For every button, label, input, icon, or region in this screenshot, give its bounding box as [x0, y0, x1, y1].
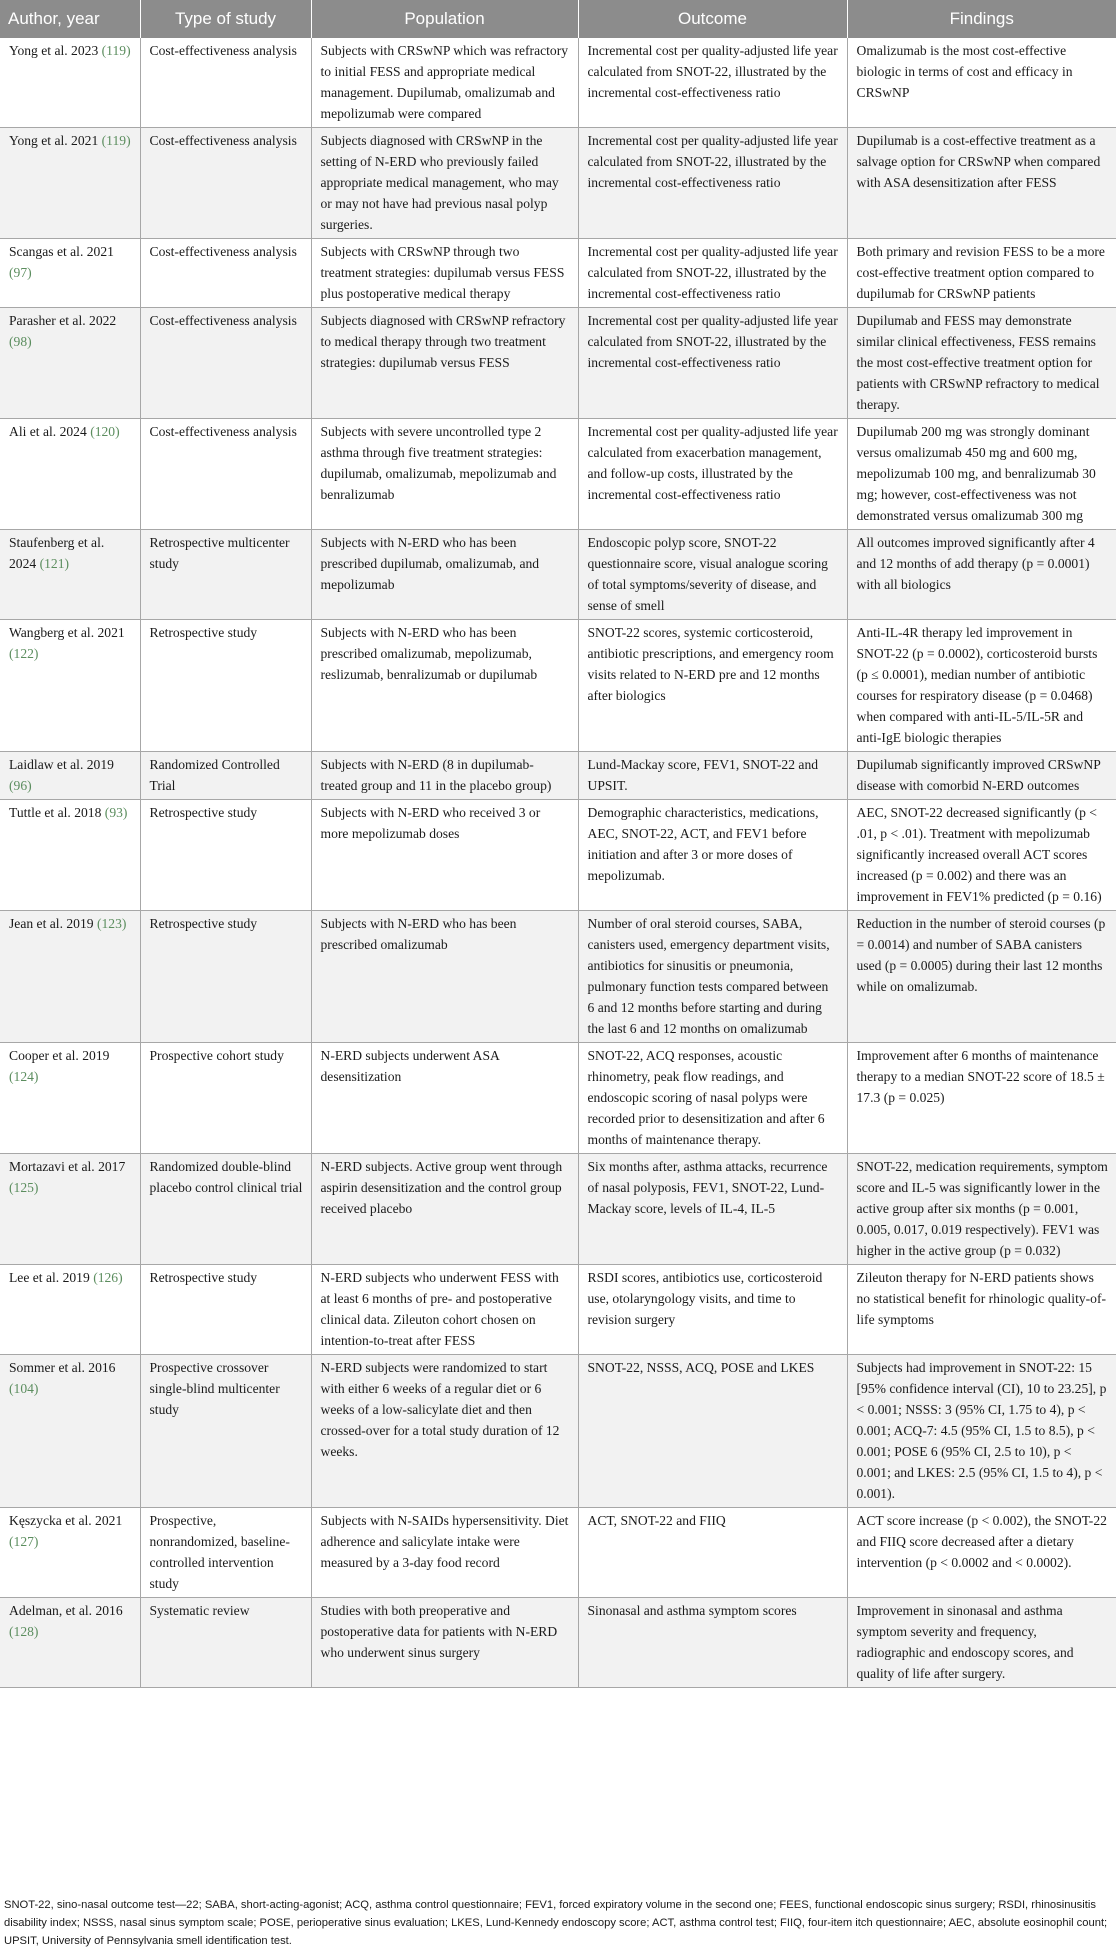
cell-findings: Improvement after 6 months of maintenance therapy to a median SNOT-22 score of 18.5 ± 17.3 (p = 0.025): [847, 1043, 1116, 1154]
cell-author-year: [0, 1508, 140, 1598]
cell-type-of-study: Cost-effectiveness analysis: [140, 419, 311, 530]
author-name: Adelman, et al. 2016: [9, 1603, 123, 1618]
cell-type-of-study: Retrospective study: [140, 620, 311, 752]
cell-author-year: [0, 419, 140, 530]
cell-population: Subjects with N-ERD (8 in dupilumab-treated group and 11 in the placebo group): [311, 752, 578, 800]
reference-link[interactable]: (97): [9, 265, 32, 280]
cell-outcome: Incremental cost per quality-adjusted life year calculated from SNOT-22, illustrated by the incremental cost-effectiveness ratio: [578, 239, 847, 308]
cell-type-of-study: Retrospective study: [140, 1265, 311, 1355]
cell-type-of-study: Retrospective multicenter study: [140, 530, 311, 620]
cell-author-year: [0, 800, 140, 911]
cell-outcome: Incremental cost per quality-adjusted life year calculated from exacerbation management, and follow-up costs, illustrated by the incremental cost-effectiveness ratio: [578, 419, 847, 530]
table-row: [0, 1598, 1116, 1688]
cell-author-year: [0, 1355, 140, 1508]
reference-link[interactable]: (126): [93, 1270, 123, 1285]
cell-population: N-ERD subjects who underwent FESS with at least 6 months of pre- and postoperative clinical data. Zileuton cohort chosen on intention-to-treat after FESS: [311, 1265, 578, 1355]
cell-outcome: Number of oral steroid courses, SABA, canisters used, emergency department visits, antibiotics for sinusitis or pneumonia, pulmonary function tests compared between 6 and 12 months before starting and during the last 6 and 12 months on omalizumab: [578, 911, 847, 1043]
table-row: [0, 1043, 1116, 1154]
author-name: Staufenberg et al. 2024: [9, 535, 105, 571]
author-name: Jean et al. 2019: [9, 916, 94, 931]
author-name: Cooper et al. 2019: [9, 1048, 110, 1063]
reference-link[interactable]: (122): [9, 646, 39, 661]
cell-author-year: [0, 530, 140, 620]
cell-author-year: [0, 128, 140, 239]
author-name: Tuttle et al. 2018: [9, 805, 102, 820]
reference-link[interactable]: (127): [9, 1534, 39, 1549]
cell-author-year: [0, 1598, 140, 1688]
reference-link[interactable]: (96): [9, 778, 32, 793]
reference-link[interactable]: (121): [39, 556, 70, 571]
author-name: Mortazavi et al. 2017: [9, 1159, 126, 1174]
cell-outcome: SNOT-22, NSSS, ACQ, POSE and LKES: [578, 1355, 847, 1508]
cell-findings: Dupilumab is a cost-effective treatment as a salvage option for CRSwNP when compared with ASA desensitization after FESS: [847, 128, 1116, 239]
table-row: [0, 530, 1116, 620]
cell-findings: All outcomes improved significantly after 4 and 12 months of add therapy (p = 0.0001) with all biologics: [847, 530, 1116, 620]
cell-population: N-ERD subjects were randomized to start with either 6 weeks of a regular diet or 6 weeks of a low-salicylate diet and then crossed-over for a total study duration of 12 weeks.: [311, 1355, 578, 1508]
cell-outcome: Incremental cost per quality-adjusted life year calculated from SNOT-22, illustrated by the incremental cost-effectiveness ratio: [578, 308, 847, 419]
cell-findings: SNOT-22, medication requirements, symptom score and IL-5 was significantly lower in the active group after six months (p = 0.001, 0.005, 0.017, 0.019 respectively). FEV1 was higher in the active group (p = 0.032): [847, 1154, 1116, 1265]
cell-author-year: [0, 911, 140, 1043]
cell-type-of-study: Cost-effectiveness analysis: [140, 128, 311, 239]
table-row: [0, 1265, 1116, 1355]
table-row: [0, 911, 1116, 1043]
cell-type-of-study: Prospective crossover single-blind multicenter study: [140, 1355, 311, 1508]
table-row: [0, 128, 1116, 239]
cell-author-year: [0, 752, 140, 800]
cell-findings: Zileuton therapy for N-ERD patients shows no statistical benefit for rhinologic quality-of-life symptoms: [847, 1265, 1116, 1355]
reference-link[interactable]: (128): [9, 1624, 39, 1639]
author-name: Laidlaw et al. 2019: [9, 757, 114, 772]
cell-findings: Anti-IL-4R therapy led improvement in SNOT-22 (p = 0.0002), corticosteroid bursts (p ≤ 0.0001), median number of antibiotic courses for respiratory disease (p = 0.0468) when compared with anti-IL-5/IL-5R and anti-IgE biologic therapies: [847, 620, 1116, 752]
header-population: Population: [311, 0, 578, 38]
reference-link[interactable]: (104): [9, 1381, 39, 1396]
cell-outcome: SNOT-22 scores, systemic corticosteroid, antibiotic prescriptions, and emergency room visits related to N-ERD pre and 12 months after biologics: [578, 620, 847, 752]
table-row: [0, 1355, 1116, 1508]
cell-population: Subjects with CRSwNP which was refractory to initial FESS and appropriate medical management. Dupilumab, omalizumab and mepolizumab were compared: [311, 38, 578, 128]
author-name: Lee et al. 2019: [9, 1270, 90, 1285]
cell-population: Subjects with N-ERD who received 3 or more mepolizumab doses: [311, 800, 578, 911]
reference-link[interactable]: (93): [104, 805, 128, 820]
cell-outcome: ACT, SNOT-22 and FIIQ: [578, 1508, 847, 1598]
table-row: [0, 239, 1116, 308]
header-findings: Findings: [847, 0, 1116, 38]
reference-link[interactable]: (119): [101, 133, 131, 148]
cell-type-of-study: Cost-effectiveness analysis: [140, 308, 311, 419]
reference-link[interactable]: (120): [90, 424, 120, 439]
cell-type-of-study: Retrospective study: [140, 911, 311, 1043]
header-type-of-study: Type of study: [140, 0, 311, 38]
cell-author-year: [0, 239, 140, 308]
cell-findings: Reduction in the number of steroid courses (p = 0.0014) and number of SABA canisters used (p = 0.0005) during their last 12 months while on omalizumab.: [847, 911, 1116, 1043]
table-body: [0, 38, 1116, 1688]
cell-outcome: Demographic characteristics, medications, AEC, SNOT-22, ACT, and FEV1 before initiation and after 3 or more doses of mepolizumab.: [578, 800, 847, 911]
table-footnote: SNOT-22, sino-nasal outcome test—22; SABA, short-acting-agonist; ACQ, asthma control questionnaire; FEV1, forced expiratory volume in the second one; FEES, functional endoscopic sinus surgery; RSDI, rhinosinusitis disability index; NSSS, nasal sinus symptom scale; POSE, perioperative sinus evaluation; LKES, Lund-Kennedy endoscopy score; ACT, asthma control test; FIIQ, four-item itch questionnaire; AEC, absolute eosinophil count; UPSIT, University of Pennsylvania smell identification test.: [4, 1899, 1108, 1947]
cell-type-of-study: Randomized Controlled Trial: [140, 752, 311, 800]
cell-population: Subjects with N-ERD who has been prescribed dupilumab, omalizumab, and mepolizumab: [311, 530, 578, 620]
cell-population: Subjects with CRSwNP through two treatment strategies: dupilumab versus FESS plus postoperative medical therapy: [311, 239, 578, 308]
cell-type-of-study: Prospective cohort study: [140, 1043, 311, 1154]
cell-population: Studies with both preoperative and postoperative data for patients with N-ERD who underwent sinus surgery: [311, 1598, 578, 1688]
cell-type-of-study: Randomized double-blind placebo control clinical trial: [140, 1154, 311, 1265]
reference-link[interactable]: (124): [9, 1069, 39, 1084]
cell-type-of-study: Cost-effectiveness analysis: [140, 38, 311, 128]
cell-author-year: [0, 308, 140, 419]
cell-author-year: [0, 1154, 140, 1265]
author-name: Yong et al. 2021: [9, 133, 99, 148]
author-name: Kęszycka et al. 2021: [9, 1513, 123, 1528]
cell-type-of-study: Systematic review: [140, 1598, 311, 1688]
table-row: [0, 38, 1116, 128]
table-row: [0, 1508, 1116, 1598]
table-row: [0, 620, 1116, 752]
header-author-year: Author, year: [0, 0, 140, 38]
cell-author-year: [0, 1265, 140, 1355]
cell-findings: Dupilumab significantly improved CRSwNP disease with comorbid N-ERD outcomes: [847, 752, 1116, 800]
author-name: Scangas et al. 2021: [9, 244, 114, 259]
cell-population: Subjects with N-SAIDs hypersensitivity. Diet adherence and salicylate intake were measured by a 3-day food record: [311, 1508, 578, 1598]
cell-outcome: Endoscopic polyp score, SNOT-22 questionnaire score, visual analogue scoring of total symptoms/severity of disease, and sense of smell: [578, 530, 847, 620]
cell-outcome: SNOT-22, ACQ responses, acoustic rhinometry, peak flow readings, and endoscopic scoring of nasal polyps were recorded prior to desensitization and after 6 months of maintenance therapy.: [578, 1043, 847, 1154]
cell-type-of-study: Cost-effectiveness analysis: [140, 239, 311, 308]
table-row: [0, 308, 1116, 419]
table-row: [0, 800, 1116, 911]
cell-findings: Dupilumab 200 mg was strongly dominant versus omalizumab 450 mg and 600 mg, mepolizumab 100 mg, and benralizumab 30 mg; however, cost-effectiveness was not demonstrated versus omalizumab 300 mg: [847, 419, 1116, 530]
cell-outcome: RSDI scores, antibiotics use, corticosteroid use, otolaryngology visits, and time to revision surgery: [578, 1265, 847, 1355]
cell-population: N-ERD subjects underwent ASA desensitization: [311, 1043, 578, 1154]
cell-outcome: Six months after, asthma attacks, recurrence of nasal polyposis, FEV1, SNOT-22, Lund-Mackay score, levels of IL-4, IL-5: [578, 1154, 847, 1265]
cell-population: N-ERD subjects. Active group went through aspirin desensitization and the control group received placebo: [311, 1154, 578, 1265]
cell-population: Subjects diagnosed with CRSwNP refractory to medical therapy through two treatment strategies: dupilumab versus FESS: [311, 308, 578, 419]
cell-findings: Dupilumab and FESS may demonstrate similar clinical effectiveness, FESS remains the most cost-effective treatment option for patients with CRSwNP refractory to medical therapy.: [847, 308, 1116, 419]
cell-outcome: Incremental cost per quality-adjusted life year calculated from SNOT-22, illustrated by the incremental cost-effectiveness ratio: [578, 38, 847, 128]
cell-type-of-study: Retrospective study: [140, 800, 311, 911]
cell-population: Subjects diagnosed with CRSwNP in the setting of N-ERD who previously failed appropriate medical management, who may or may not have had previous nasal polyp surgeries.: [311, 128, 578, 239]
author-name: Yong et al. 2023: [9, 43, 99, 58]
cell-population: Subjects with N-ERD who has been prescribed omalizumab, mepolizumab, reslizumab, benralizumab or dupilumab: [311, 620, 578, 752]
table-header-row: [0, 0, 1116, 38]
cell-findings: Both primary and revision FESS to be a more cost-effective treatment option compared to dupilumab for CRSwNP patients: [847, 239, 1116, 308]
reference-link[interactable]: (125): [9, 1180, 39, 1195]
table-row: [0, 752, 1116, 800]
cell-author-year: [0, 1043, 140, 1154]
cell-outcome: Lund-Mackay score, FEV1, SNOT-22 and UPSIT.: [578, 752, 847, 800]
cell-findings: ACT score increase (p < 0.002), the SNOT-22 and FIIQ score decreased after a dietary intervention (p < 0.0002 and < 0.0002).: [847, 1508, 1116, 1598]
author-name: Wangberg et al. 2021: [9, 625, 125, 640]
table-row: [0, 1154, 1116, 1265]
cell-population: Subjects with severe uncontrolled type 2 asthma through five treatment strategies: dupilumab, omalizumab, mepolizumab and benralizumab: [311, 419, 578, 530]
cell-author-year: [0, 38, 140, 128]
cell-findings: Omalizumab is the most cost-effective biologic in terms of cost and efficacy in CRSwNP: [847, 38, 1116, 128]
cell-findings: Subjects had improvement in SNOT-22: 15 [95% confidence interval (CI), 10 to 23.25], p < 0.001; NSSS: 3 (95% CI, 1.75 to 4), p < 0.001; ACQ-7: 4.5 (95% CI, 1.5 to 8.5), p < 0.001; POSE 6 (95% CI, 2.5 to 10), p < 0.001; and LKES: 2.5 (95% CI, 1.5 to 4), p < 0.001).: [847, 1355, 1116, 1508]
cell-findings: AEC, SNOT-22 decreased significantly (p < .01, p < .01). Treatment with mepolizumab significantly increased overall ACT scores increased (p = 0.002) and there was an improvement in FEV1% predicted (p = 0.16): [847, 800, 1116, 911]
reference-link[interactable]: (98): [9, 334, 32, 349]
author-name: Parasher et al. 2022: [9, 313, 117, 328]
cell-population: Subjects with N-ERD who has been prescribed omalizumab: [311, 911, 578, 1043]
reference-link[interactable]: (123): [96, 916, 127, 931]
author-name: Sommer et al. 2016: [9, 1360, 116, 1375]
author-name: Ali et al. 2024: [9, 424, 87, 439]
header-outcome: Outcome: [578, 0, 847, 38]
cell-findings: Improvement in sinonasal and asthma symptom severity and frequency, radiographic and endoscopy scores, and quality of life after surgery.: [847, 1598, 1116, 1688]
cell-outcome: Sinonasal and asthma symptom scores: [578, 1598, 847, 1688]
table-row: [0, 419, 1116, 530]
cell-type-of-study: Prospective, nonrandomized, baseline-controlled intervention study: [140, 1508, 311, 1598]
reference-link[interactable]: (119): [101, 43, 131, 58]
cell-outcome: Incremental cost per quality-adjusted life year calculated from SNOT-22, illustrated by the incremental cost-effectiveness ratio: [578, 128, 847, 239]
cell-author-year: [0, 620, 140, 752]
